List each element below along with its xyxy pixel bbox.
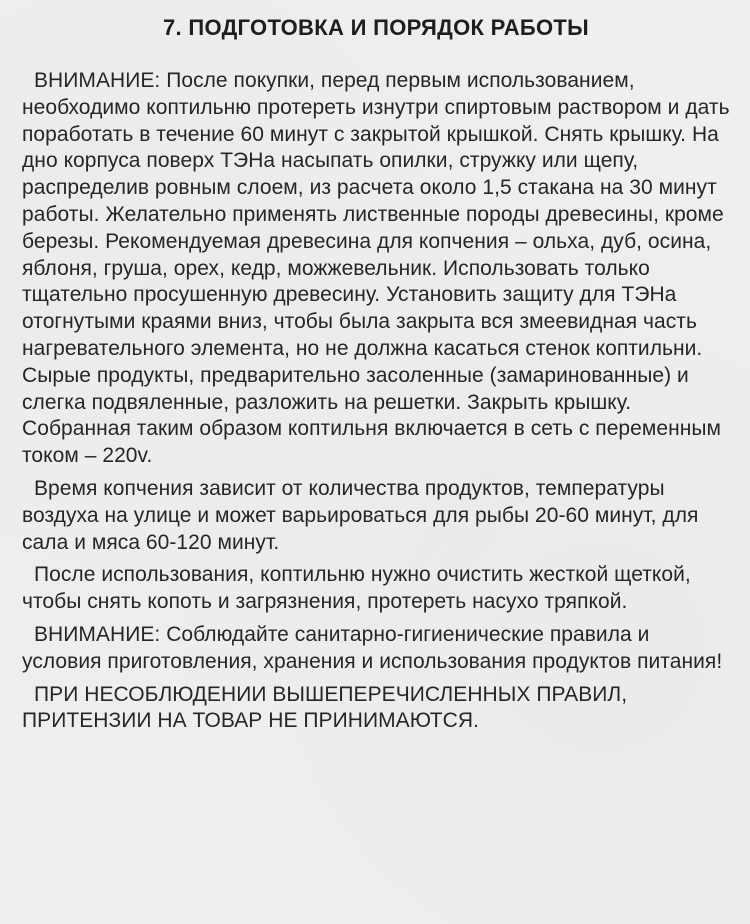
paragraph-claims-notice: ПРИ НЕСОБЛЮДЕНИИ ВЫШЕПЕРЕЧИСЛЕННЫХ ПРАВИЛ, ПРИТЕНЗИИ НА ТОВАР НЕ ПРИНИМАЮТСЯ. — [22, 682, 628, 733]
paragraph-preparation: ВНИМАНИЕ: После покупки, перед первым использованием, необходимо коптильню протереть изнутри спиртовым раствором и дать поработать в течение 60 минут с закрытой крышкой. Снять крышку. На дно корпуса поверх ТЭНа насыпать опилки, стружку или щепу, распределив ровным слоем, из расчета около 1,5 стакана на 30 минут работы. Желательно применять лиственные породы древесины, кроме березы. Рекомендуемая древесина для копчения – ольха, дуб, осина, яблоня, груша, орех, кедр, можжевельник. Использовать только тщательно просушенную древесину. Установить защиту для ТЭНа отогнутыми краями вниз, чтобы была закрыта вся змеевидная часть нагревательного элемента, но не должна касаться стенок коптильни. Сырые продукты, предварительно засоленные (замаринованные) и слегка подвяленные, разложить на решетки. Закрыть крышку. Собранная таким образом коптильня включается в сеть с переменным током – 220v. — [22, 69, 730, 468]
section-title: 7. ПОДГОТОВКА И ПОРЯДОК РАБОТЫ — [162, 15, 590, 40]
paragraph-smoking-time: Время копчения зависит от количества продуктов, температуры воздуха на улице и может варьироваться для рыбы 20-60 минут, для сала и мяса 60-120 минут. — [22, 476, 699, 554]
paragraph-hygiene-warning: ВНИМАНИЕ: Соблюдайте санитарно-гигиенические правила и условия приготовления, хранения и использования продуктов питания! — [22, 622, 723, 673]
paragraph-cleaning: После использования, коптильню нужно очистить жесткой щеткой, чтобы снять копоть и загрязнения, протереть насухо тряпкой. — [22, 563, 691, 614]
